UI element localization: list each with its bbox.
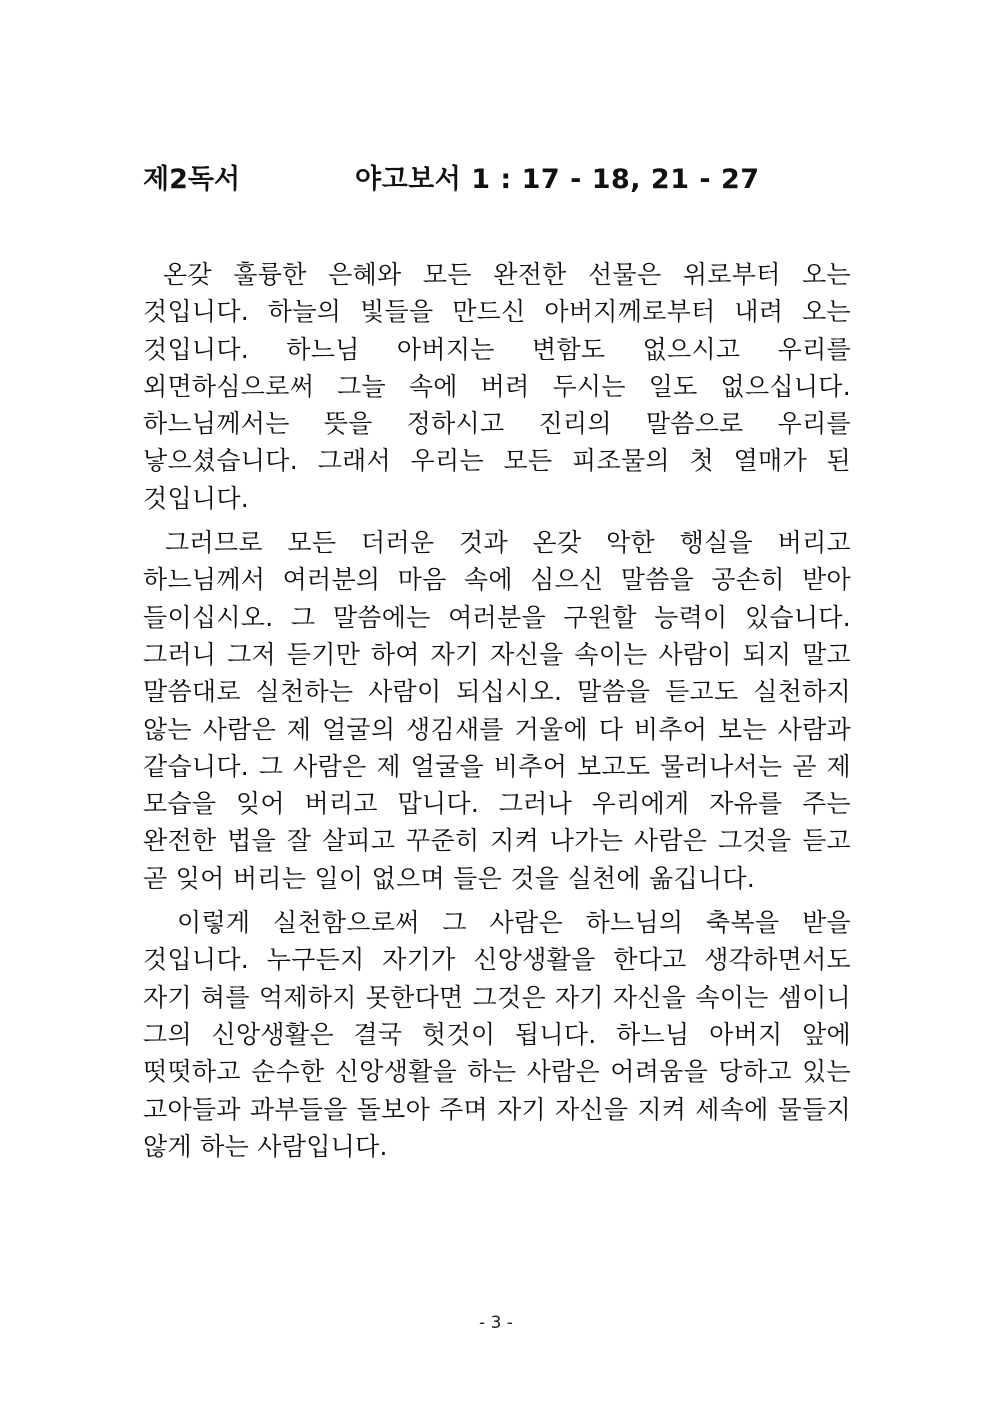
paragraph-2: 그러므로 모든 더러운 것과 온갖 악한 행실을 버리고 하느님께서 여러분의 마음 속에 심으신 말씀을 공손히 받아 들이십시오. 그 말씀에는 여러분을 구원할 능력이 있습니다. 그러니 그저 듣기만 하여 자기 자신을 속이는 사람이 되지 말고 말씀대로 실천하는 사람이 되십시오. 말씀을 듣고도 실천하지 않는 사람은 제 얼굴의 생김새를 거울에 다 비추어 보는 사람과 같습니다. 그 사람은 제 얼굴을 비추어 보고도 물러나서는 곧 제 모습을 잊어 버리고 맙니다. 그러나 우리에게 자유를 주는 완전한 법을 잘 살피고 꾸준히 지켜 나가는 사람은 그것을 듣고 곧 잊어 버리는 일이 없으며 들은 것을 실천에 옮깁니다. [143,528,851,893]
reading-body [143,256,851,1165]
paragraph-3: 이렇게 실천함으로써 그 사람은 하느님의 축복을 받을 것입니다. 누구든지 자기가 신앙생활을 한다고 생각하면서도 자기 혀를 억제하지 못한다면 그것은 자기 자신을 속이는 셈이니 그의 신앙생활은 결국 헛것이 됩니다. 하느님 아버지 앞에 떳떳하고 순수한 신앙생활을 하는 사람은 어려움을 당하고 있는 고아들과 과부들을 돌보아 주며 자기 자신을 지켜 세속에 물들지 않게 하는 사람입니다. [143,908,851,1161]
reading-header [143,160,853,200]
reading-label: 제2독서 [143,164,241,195]
page-number: - 3 - [479,1313,513,1333]
paragraph-1: 온갖 훌륭한 은혜와 모든 완전한 선물은 위로부터 오는 것입니다. 하늘의 빛들을 만드신 아버지께로부터 내려 오는 것입니다. 하느님 아버지는 변함도 없으시고 우리를 외면하심으로써 그늘 속에 버려 두시는 일도 없으십니다. 하느님께서는 뜻을 정하시고 진리의 말씀으로 우리를 낳으셨습니다. 그래서 우리는 모든 피조물의 첫 열매가 된 것입니다. [143,260,851,513]
scripture-reference: 야고보서 1 : 17 - 18, 21 - 27 [355,164,760,195]
